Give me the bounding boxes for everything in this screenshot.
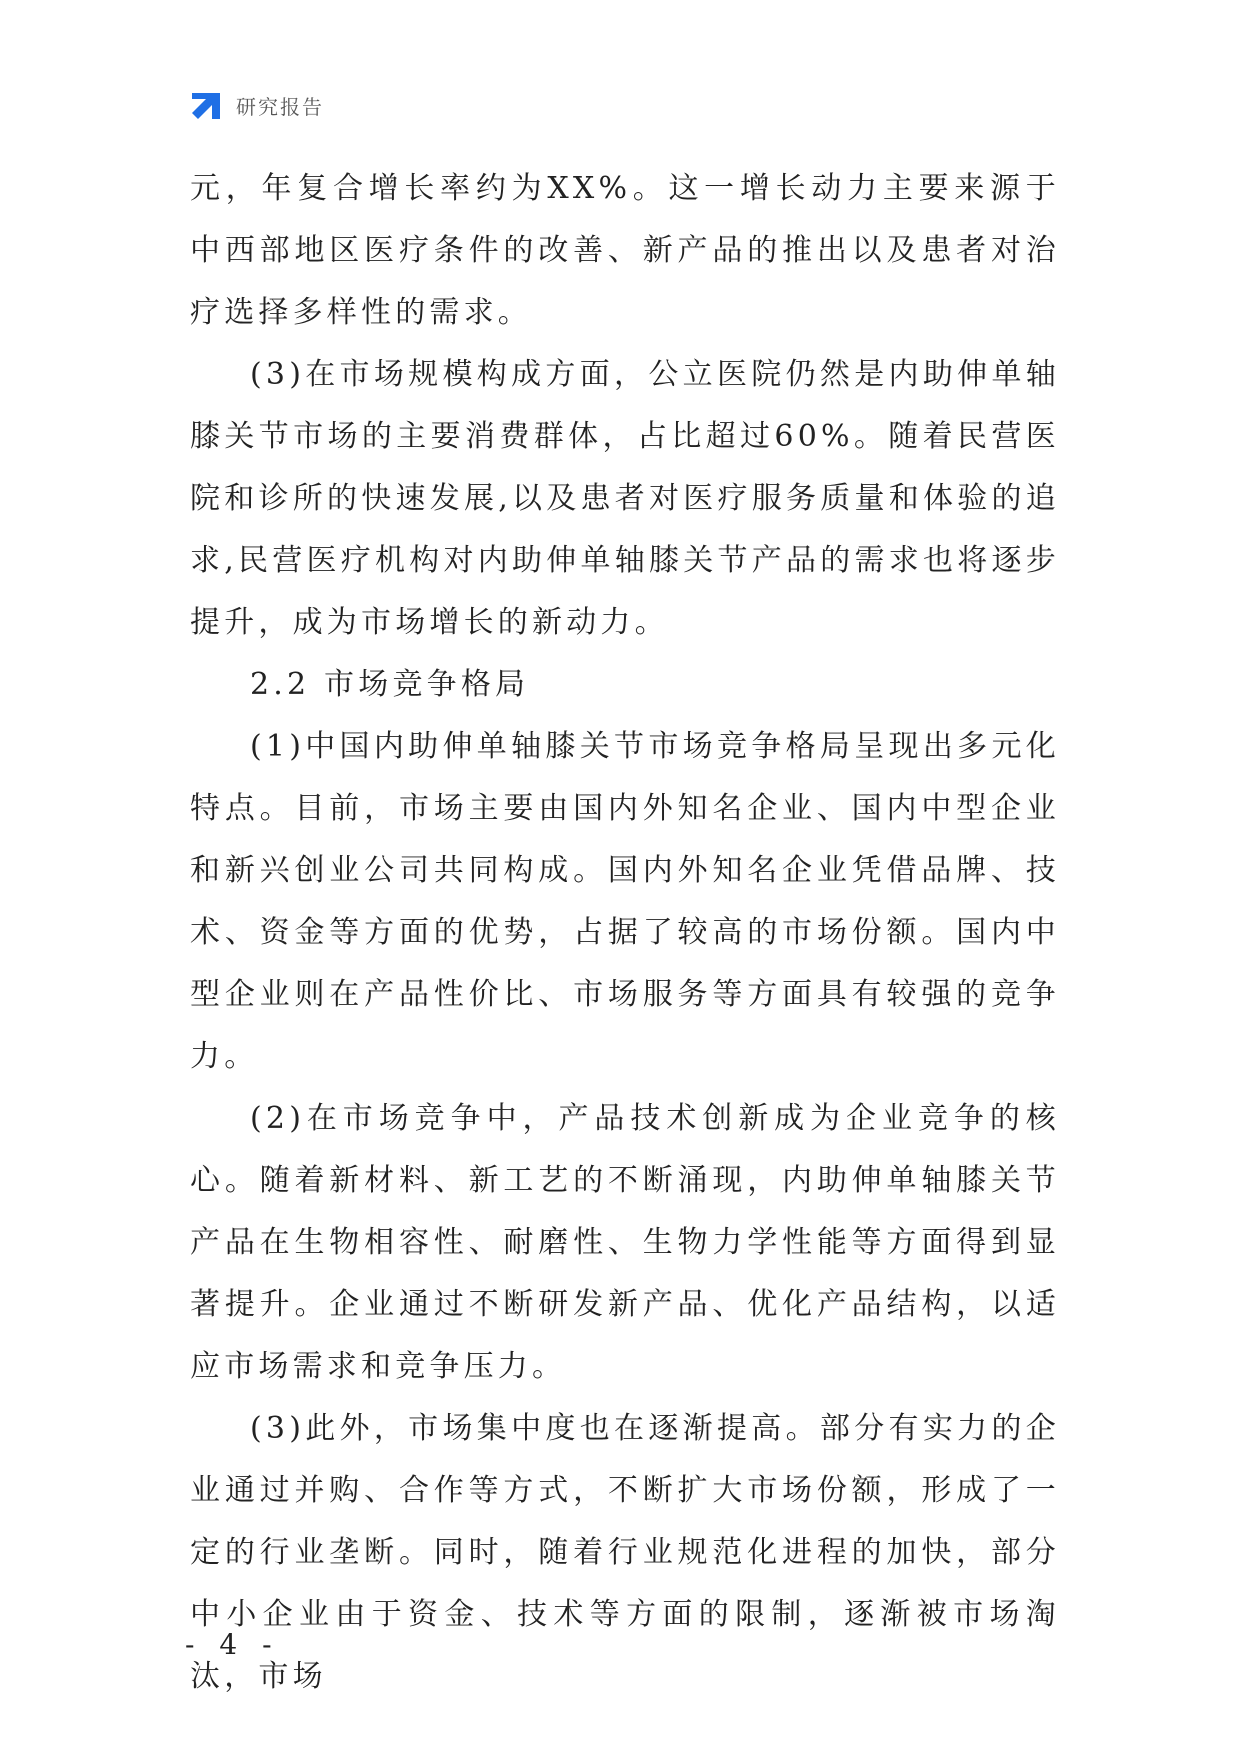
paragraph-3: (1)中国内助伸单轴膝关节市场竞争格局呈现出多元化特点。目前，市场主要由国内外知名企业、国内中型企业和新兴创业公司共同构成。国内外知名企业凭借品牌、技术、资金等方面的优势，占据了较高的市场份额。国内中型企业则在产品性价比、市场服务等方面具有较强的竞争力。 [190, 729, 1060, 1074]
header-title: 研究报告 [236, 94, 324, 119]
paragraph-1: 元，年复合增长率约为XX%。这一增长动力主要来源于中西部地区医疗条件的改善、新产品的推出以及患者对治疗选择多样性的需求。 [190, 171, 1060, 330]
paragraph-2: (3)在市场规模构成方面，公立医院仍然是内助伸单轴膝关节市场的主要消费群体，占比超过60%。随着民营医院和诊所的快速发展,以及患者对医疗服务质量和体验的追求,民营医疗机构对内助伸单轴膝关节产品的需求也将逐步提升，成为市场增长的新动力。 [190, 357, 1060, 640]
page-header [190, 88, 324, 122]
page-number: - 4 - [185, 1628, 280, 1661]
paragraph-4: (2)在市场竞争中，产品技术创新成为企业竞争的核心。随着新材料、新工艺的不断涌现，内助伸单轴膝关节产品在生物相容性、耐磨性、生物力学性能等方面得到显著提升。企业通过不断研发新产品、优化产品结构，以适应市场需求和竞争压力。 [190, 1101, 1060, 1384]
paragraph-5: (3)此外，市场集中度也在逐渐提高。部分有实力的企业通过并购、合作等方式，不断扩大市场份额，形成了一定的行业垄断。同时，随着行业规范化进程的加快，部分中小企业由于资金、技术等方面的限制，逐渐被市场淘汰，市场 [190, 1411, 1060, 1694]
arrow-logo-icon [190, 89, 222, 121]
document-body [190, 158, 1060, 1708]
section-heading: 2.2 市场竞争格局 [250, 667, 530, 702]
